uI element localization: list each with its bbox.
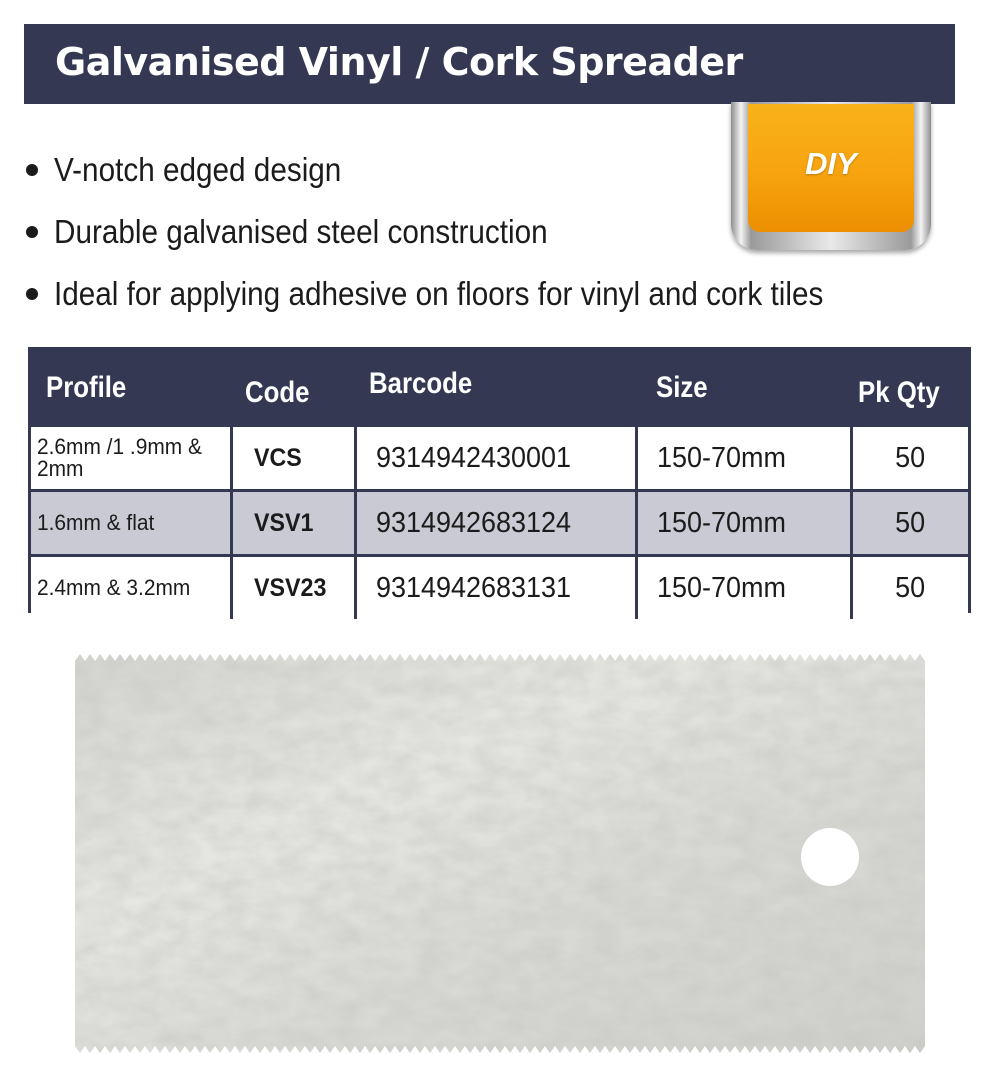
hanging-hole bbox=[801, 828, 859, 886]
product-table bbox=[28, 347, 971, 613]
feature-item bbox=[26, 263, 906, 325]
feature-text: V-notch edged design bbox=[54, 151, 342, 188]
cell-qty: 50 bbox=[850, 492, 968, 557]
page-title: Galvanised Vinyl / Cork Spreader bbox=[55, 40, 743, 84]
feature-item bbox=[26, 201, 906, 263]
table-row bbox=[31, 557, 968, 619]
table-row bbox=[31, 492, 968, 557]
header-profile: Profile bbox=[46, 371, 127, 404]
cell-profile: 1.6mm & flat bbox=[31, 492, 230, 557]
cell-barcode: 9314942430001 bbox=[354, 427, 635, 492]
cell-qty: 50 bbox=[850, 427, 968, 492]
table-row bbox=[31, 427, 968, 492]
cell-qty: 50 bbox=[850, 557, 968, 619]
header-size: Size bbox=[656, 371, 708, 404]
cell-barcode: 9314942683131 bbox=[354, 557, 635, 619]
table-header-row bbox=[31, 349, 968, 427]
cell-barcode: 9314942683124 bbox=[354, 492, 635, 557]
cell-size: 150-70mm bbox=[635, 492, 850, 557]
header-code: Code bbox=[245, 376, 310, 409]
cell-code: VSV1 bbox=[230, 492, 354, 557]
feature-item bbox=[26, 139, 906, 201]
diy-badge-label: DIY bbox=[805, 146, 857, 181]
feature-list bbox=[26, 139, 906, 325]
cell-size: 150-70mm bbox=[635, 427, 850, 492]
feature-text: Ideal for applying adhesive on floors for vinyl and cork tiles bbox=[54, 275, 824, 312]
cell-code: VCS bbox=[230, 427, 354, 492]
cell-profile: 2.6mm /1 .9mm & 2mm bbox=[31, 427, 230, 492]
cell-code: VSV23 bbox=[230, 557, 354, 619]
spreader-product-image bbox=[75, 646, 925, 1061]
header-barcode: Barcode bbox=[369, 367, 473, 400]
title-banner bbox=[24, 24, 955, 104]
header-pk-qty: Pk Qty bbox=[858, 376, 940, 409]
cell-size: 150-70mm bbox=[635, 557, 850, 619]
bullet-icon bbox=[26, 164, 38, 176]
bullet-icon bbox=[26, 226, 38, 238]
cell-profile: 2.4mm & 3.2mm bbox=[31, 557, 230, 619]
feature-text: Durable galvanised steel construction bbox=[54, 213, 548, 250]
spreader-blade bbox=[75, 654, 925, 1053]
bullet-icon bbox=[26, 288, 38, 300]
